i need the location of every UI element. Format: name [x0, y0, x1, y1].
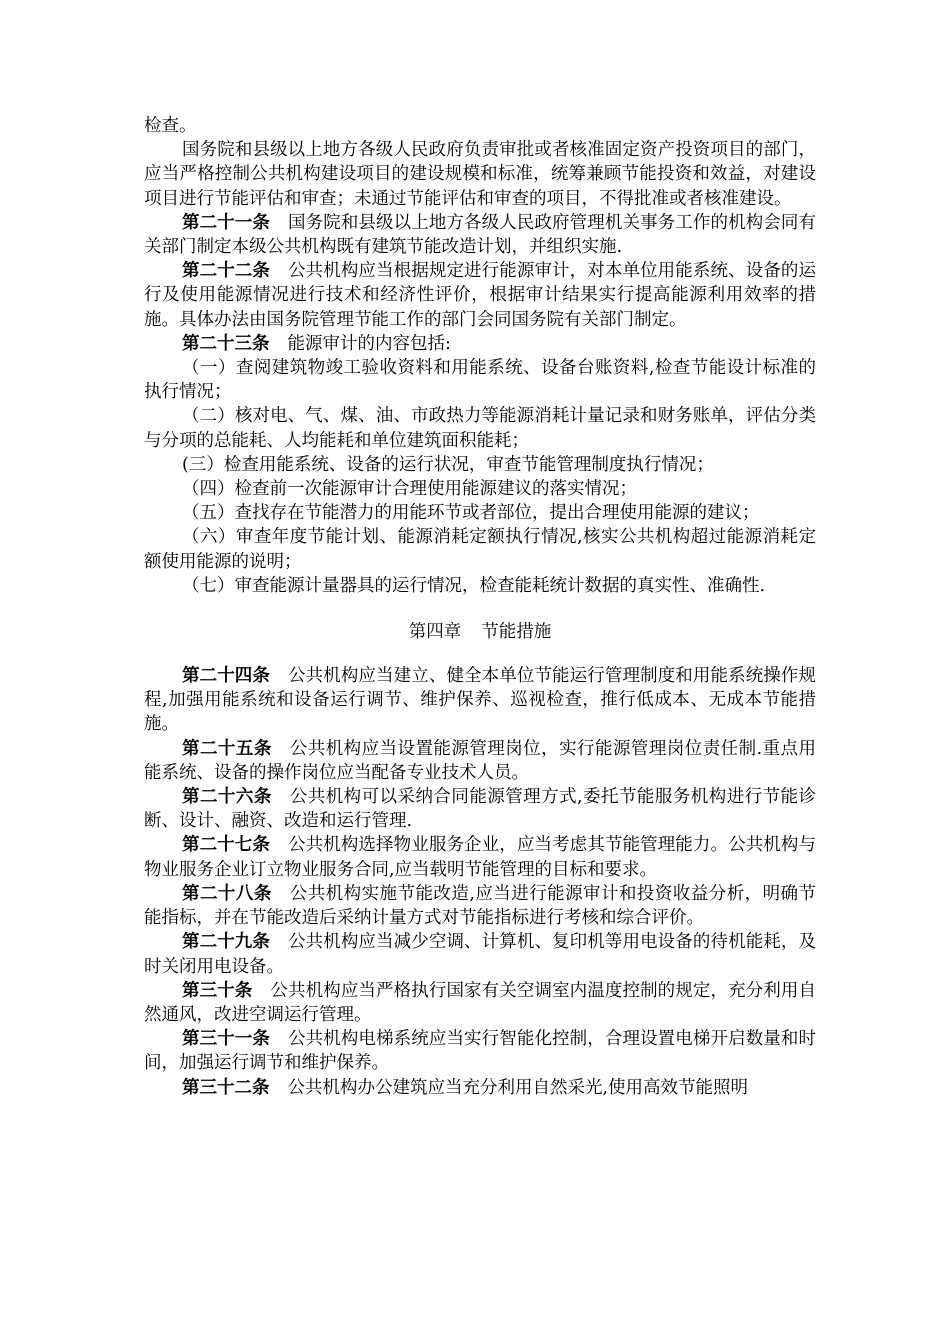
text-paragraph [144, 138, 816, 211]
paragraph-text: （二）核对电、气、煤、油、市政热力等能源消耗计量记录和财务账单，评估分类与分项的总能耗、人均能耗和单位建筑面积能耗； [144, 406, 816, 451]
paragraph-text: （六）审查年度节能计划、能源消耗定额执行情况,核实公共机构超过能源消耗定额使用能源的说明； [144, 527, 816, 572]
article-paragraph [144, 332, 816, 356]
article-number: 第三十一条 [182, 1029, 271, 1050]
article-number: 第二十三条 [182, 333, 270, 354]
paragraph-text: 公共机构实施节能改造,应当进行能源审计和投资收益分析，明确节能指标，并在节能改造后采纳计量方式对节能指标进行考核和综合评价。 [144, 883, 817, 929]
chapter-heading [144, 620, 816, 644]
article-number: 第三十二条 [182, 1077, 270, 1098]
article-number: 第二十二条 [182, 261, 271, 282]
article-paragraph [144, 211, 816, 259]
article-number: 第二十五条 [182, 738, 272, 759]
article-number: 第二十一条 [182, 212, 271, 233]
article-paragraph [144, 664, 816, 737]
article-paragraph [144, 737, 816, 785]
article-paragraph [144, 1076, 816, 1100]
article-number: 第二十九条 [182, 932, 271, 953]
chapter-number: 第四章 [408, 622, 462, 643]
paragraph-text: 公共机构办公建筑应当充分利用自然采光,使用高效节能照明 [287, 1077, 749, 1098]
article-paragraph [144, 1027, 816, 1075]
paragraph-text: （四）检查前一次能源审计合理使用能源建议的落实情况； [182, 479, 637, 500]
article-number: 第二十六条 [182, 787, 272, 808]
text-paragraph [144, 501, 816, 525]
paragraph-text: 公共机构应当严格执行国家有关空调室内温度控制的规定，充分利用自然通风，改进空调运行管理。 [144, 980, 817, 1025]
text-paragraph [144, 404, 816, 452]
paragraph-text: 检查。 [144, 116, 197, 136]
paragraph-text: （五）查找存在节能潜力的用能环节或者部位，提出合理使用能源的建议； [182, 503, 760, 524]
article-number: 第二十八条 [182, 883, 272, 904]
paragraph-text: 公共机构应当减少空调、计算机、复印机等用电设备的待机能耗，及时关闭用电设备。 [144, 932, 816, 977]
paragraph-text: （一）查阅建筑物竣工验收资料和用能系统、设备台账资料,检查节能设计标准的执行情况； [144, 358, 816, 403]
paragraph-text: 国务院和县级以上地方各级人民政府管理机关事务工作的机构会同有关部门制定本级公共机构既有建筑节能改造计划，并组织实施. [144, 212, 816, 258]
paragraph-text: 公共机构应当设置能源管理岗位，实行能源管理岗位责任制.重点用能系统、设备的操作岗位应当配备专业技术人员。 [144, 738, 817, 783]
paragraph-text: 公共机构电梯系统应当实行智能化控制，合理设置电梯开启数量和时间，加强运行调节和维护保养。 [144, 1029, 816, 1074]
text-paragraph [144, 477, 816, 501]
paragraph-text: 公共机构应当建立、健全本单位节能运行管理制度和用能系统操作规程,加强用能系统和设备运行调节、维护保养、巡视检查，推行低成本、无成本节能措施。 [144, 666, 816, 735]
article-number: 第二十七条 [182, 835, 271, 856]
paragraph-text: 公共机构应当根据规定进行能源审计，对本单位用能系统、设备的运行及使用能源情况进行技术和经济性评价，根据审计结果实行提高能源利用效率的措施。具体办法由国务院管理节能工作的部门会同国务院有关部门制定。 [144, 261, 816, 330]
paragraph-text: 能源审计的内容包括: [287, 333, 451, 354]
chapter-title: 节能措施 [481, 622, 552, 643]
document-body-before [144, 114, 816, 598]
paragraph-text: 国务院和县级以上地方各级人民政府负责审批或者核准固定资产投资项目的部门，应当严格控制公共机构建设项目的建设规模和标准，统筹兼顾节能投资和效益，对建设项目进行节能评估和审查；未通过节能评估和审查的项目，不得批准或者核准建设。 [144, 140, 816, 209]
paragraph-text: （七）审查能源计量器具的运行情况，检查能耗统计数据的真实性、准确性. [182, 575, 766, 596]
article-paragraph [144, 785, 816, 833]
text-paragraph [144, 356, 816, 404]
article-paragraph [144, 882, 816, 930]
paragraph-text: (三）检查用能系统、设备的运行状况，审查节能管理制度执行情况； [182, 454, 714, 475]
article-paragraph [144, 833, 816, 881]
paragraph-text: 公共机构选择物业服务企业，应当考虑其节能管理能力。公共机构与物业服务企业订立物业服务合同,应当载明节能管理的目标和要求。 [144, 835, 816, 880]
article-number: 第三十条 [182, 980, 253, 1001]
text-paragraph [144, 114, 816, 138]
text-paragraph [144, 525, 816, 573]
article-paragraph [144, 930, 816, 978]
document-page [144, 114, 816, 1100]
article-number: 第二十四条 [182, 666, 271, 687]
article-paragraph [144, 979, 816, 1027]
text-paragraph [144, 574, 816, 598]
paragraph-text: 公共机构可以采纳合同能源管理方式,委托节能服务机构进行节能诊断、设计、融资、改造和运行管理. [144, 787, 817, 832]
article-paragraph [144, 259, 816, 332]
text-paragraph [144, 453, 816, 477]
document-body-after [144, 664, 816, 1100]
